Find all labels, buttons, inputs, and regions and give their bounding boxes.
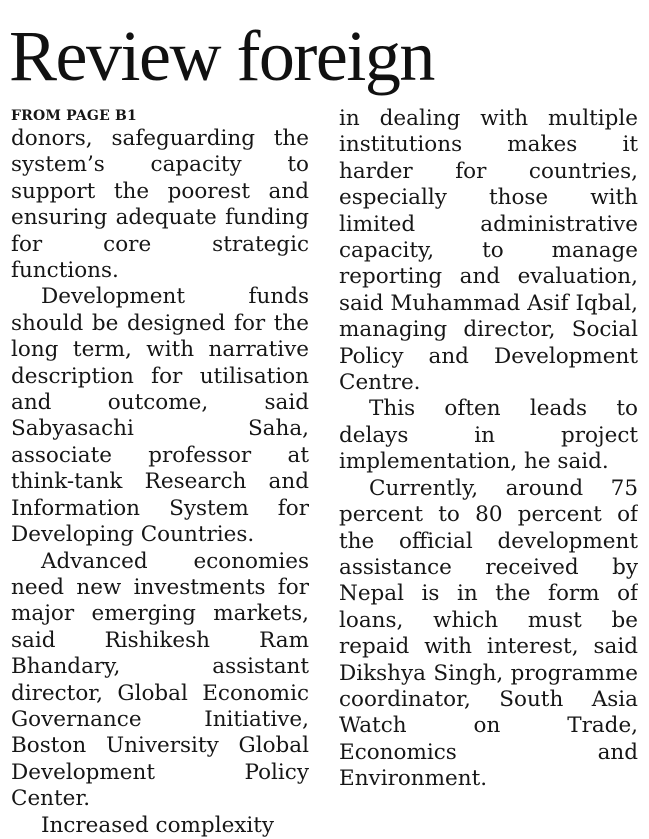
paragraph: Advanced economies need new investments for major emerging markets, said Rishikesh Ram Bhandary, assistant director, Global Economic Governance Initiative, Boston University Global Development Policy Center. <box>11 548 309 812</box>
article-column-right <box>339 106 638 793</box>
paragraph: Development funds should be designed for the long term, with narrative description for utilisation and outcome, said Sabyasachi Saha, associate professor at think-tank Research and Information System for Developing Countries. <box>11 284 309 548</box>
jump-line: FROM PAGE B1 <box>11 108 137 124</box>
paragraph-continued: in dealing with multiple institutions makes it harder for countries, especially those with limited administrative capacity, to manage reporting and evaluation, said Muhammad Asif Iqbal, managing director, Social Policy and Development Centre. <box>339 106 638 396</box>
paragraph: Increased complexity <box>41 812 275 838</box>
paragraph-continued: donors, safeguarding the system’s capacity to support the poorest and ensuring adequate funding for core strategic functions. <box>11 126 309 284</box>
paragraph: This often leads to delays in project implementation, he said. <box>339 396 638 475</box>
article-column-left <box>11 106 309 839</box>
paragraph: Currently, around 75 percent to 80 percent of the official development assistance received by Nepal is in the form of loans, which must be repaid with interest, said Dikshya Singh, programme coordinator, South Asia Watch on Trade, Economics and Environment. <box>339 475 638 792</box>
headline: Review foreign <box>9 16 434 96</box>
